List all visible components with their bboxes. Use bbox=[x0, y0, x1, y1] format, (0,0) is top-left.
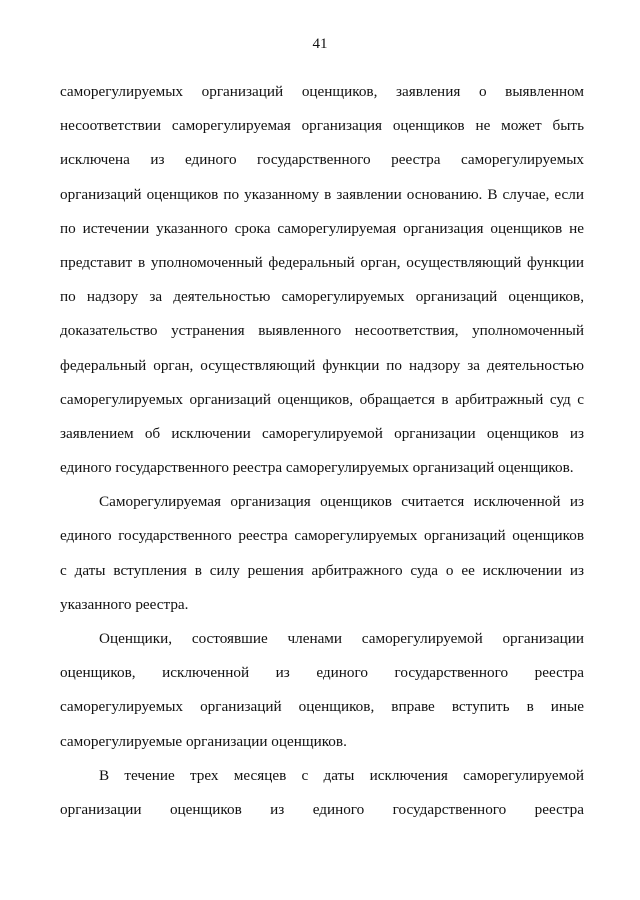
text-line: В течение трех месяцев с даты исключения саморегулируемой bbox=[99, 766, 584, 784]
text-line: заявлением об исключении саморегулируемой организации оценщиков из bbox=[60, 424, 584, 442]
text-line: оценщиков, исключенной из единого государственного реестра bbox=[60, 664, 584, 682]
text-line: саморегулируемых организаций оценщиков, вправе вступить в иные bbox=[60, 698, 584, 716]
body-text bbox=[60, 75, 584, 827]
text-line: организации оценщиков из единого государственного реестра bbox=[60, 800, 584, 818]
page-number: 41 bbox=[312, 36, 328, 52]
text-line: федеральный орган, осуществляющий функции по надзору за деятельностью bbox=[60, 356, 584, 374]
text-line: саморегулируемых организаций оценщиков, заявления о выявленном bbox=[60, 83, 584, 100]
text-line: саморегулируемых организаций оценщиков, обращается в арбитражный суд с bbox=[60, 390, 584, 408]
text-line: доказательство устранения выявленного несоответствия, уполномоченный bbox=[60, 322, 584, 340]
text-line: по истечении указанного срока саморегулируемая организация оценщиков не bbox=[60, 219, 584, 237]
text-line: несоответствии саморегулируемая организация оценщиков не может быть bbox=[60, 117, 584, 135]
text-line: исключена из единого государственного реестра саморегулируемых bbox=[60, 151, 584, 169]
text-line: единого государственного реестра саморегулируемых организаций оценщиков. bbox=[60, 459, 574, 477]
text-line: Саморегулируемая организация оценщиков считается исключенной из bbox=[99, 493, 584, 511]
text-line: саморегулируемые организации оценщиков. bbox=[60, 732, 347, 750]
text-line: с даты вступления в силу решения арбитражного суда о ее исключении из bbox=[60, 561, 584, 579]
text-line: представит в уполномоченный федеральный орган, осуществляющий функции bbox=[60, 253, 584, 271]
text-line: организаций оценщиков по указанному в заявлении основанию. В случае, если bbox=[60, 185, 584, 203]
text-line: единого государственного реестра саморегулируемых организаций оценщиков bbox=[60, 527, 584, 545]
text-line: указанного реестра. bbox=[60, 595, 189, 613]
text-line: Оценщики, состоявшие членами саморегулируемой организации bbox=[99, 630, 584, 647]
text-line: по надзору за деятельностью саморегулируемых организаций оценщиков, bbox=[60, 288, 584, 306]
